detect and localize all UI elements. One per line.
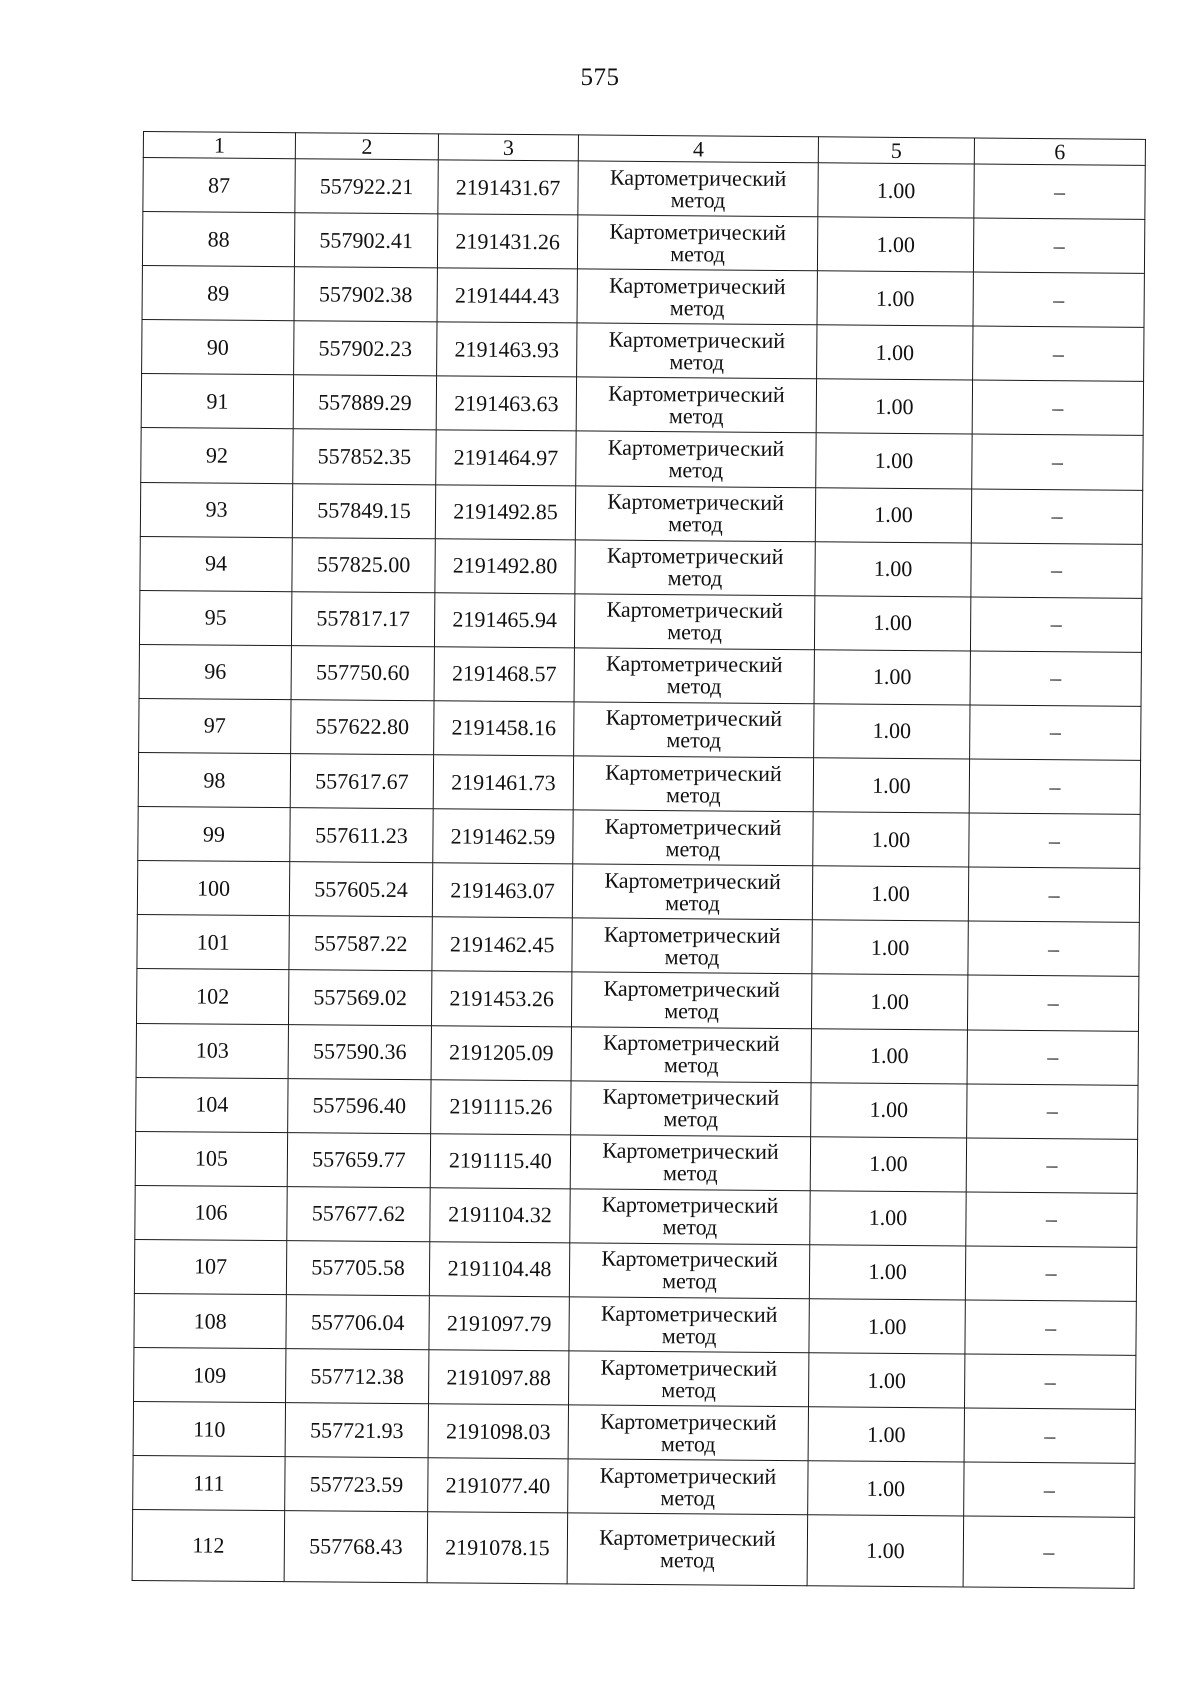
header-col-5: 5 — [818, 137, 974, 164]
note-cell: – — [970, 705, 1141, 760]
y-coordinate-cell: 2191458.16 — [434, 701, 574, 756]
method-cell — [567, 1513, 808, 1586]
method-line-2: метод — [660, 1430, 716, 1457]
note-cell: – — [973, 326, 1144, 381]
method-cell — [578, 161, 818, 217]
method-line-2: метод — [668, 511, 723, 537]
table-row — [134, 1293, 1136, 1355]
y-coordinate-cell: 2191104.32 — [430, 1188, 570, 1243]
header-col-3: 3 — [438, 134, 578, 161]
method-line-1: Картометрический — [608, 272, 786, 299]
table-row — [133, 1402, 1135, 1464]
method-cell — [568, 1459, 808, 1515]
method-line-1: Картометрический — [607, 488, 784, 516]
x-coordinate-cell: 557617.67 — [290, 754, 433, 809]
header-col-6: 6 — [974, 138, 1145, 165]
accuracy-cell: 1.00 — [816, 379, 972, 434]
method-line-1: Картометрический — [605, 651, 783, 678]
x-coordinate-cell: 557705.58 — [286, 1241, 429, 1296]
method-line-2: метод — [661, 1376, 717, 1403]
x-coordinate-cell: 557712.38 — [286, 1349, 429, 1404]
method-cell — [571, 1026, 811, 1082]
accuracy-cell: 1.00 — [818, 163, 974, 218]
method-line-1: Картометрический — [602, 1083, 780, 1111]
header-col-4: 4 — [578, 135, 818, 163]
y-coordinate-cell: 2191468.57 — [434, 647, 574, 702]
note-cell: – — [967, 1084, 1138, 1139]
method-line-2: метод — [670, 240, 725, 267]
y-coordinate-cell: 2191463.07 — [432, 863, 572, 918]
table-row — [137, 861, 1139, 923]
accuracy-cell: 1.00 — [808, 1461, 964, 1516]
method-line-1: Картометрический — [609, 164, 787, 191]
method-line-2: метод — [670, 186, 726, 213]
note-cell: – — [972, 380, 1143, 435]
y-coordinate-cell: 2191444.43 — [437, 268, 577, 323]
y-coordinate-cell: 2191465.94 — [434, 593, 574, 648]
table-row — [135, 1185, 1137, 1247]
method-line-1: Картометрический — [603, 1029, 780, 1057]
method-line-1: Картометрический — [608, 326, 786, 353]
y-coordinate-cell: 2191461.73 — [433, 755, 573, 810]
y-coordinate-cell: 2191104.48 — [429, 1242, 569, 1297]
point-number-cell: 87 — [143, 158, 295, 213]
method-cell — [574, 702, 814, 758]
point-number-cell: 94 — [140, 536, 292, 591]
method-line-2: метод — [667, 565, 723, 591]
method-line-1: Картометрический — [603, 975, 781, 1002]
x-coordinate-cell: 557902.41 — [294, 213, 437, 268]
table-row — [142, 266, 1144, 328]
note-cell: – — [966, 1138, 1137, 1193]
method-line-1: Картометрический — [606, 596, 784, 624]
point-number-cell: 109 — [134, 1348, 286, 1403]
table-row — [140, 536, 1142, 598]
accuracy-cell: 1.00 — [811, 1082, 967, 1137]
accuracy-cell: 1.00 — [811, 974, 967, 1029]
y-coordinate-cell: 2191097.79 — [429, 1296, 569, 1351]
x-coordinate-cell: 557889.29 — [293, 375, 436, 430]
table-row — [142, 212, 1144, 274]
x-coordinate-cell: 557587.22 — [289, 916, 432, 971]
method-line-1: Картометрический — [600, 1300, 778, 1327]
method-line-2: метод — [668, 403, 724, 429]
accuracy-cell: 1.00 — [814, 650, 970, 705]
accuracy-cell: 1.00 — [811, 1028, 967, 1083]
x-coordinate-cell: 557750.60 — [291, 646, 434, 701]
note-cell: – — [967, 975, 1138, 1030]
x-coordinate-cell: 557605.24 — [289, 862, 432, 917]
method-cell — [571, 1080, 811, 1136]
method-cell — [577, 215, 817, 271]
y-coordinate-cell: 2191097.88 — [429, 1350, 569, 1405]
point-number-cell: 95 — [139, 590, 291, 645]
method-line-1: Картометрический — [599, 1462, 777, 1489]
x-coordinate-cell: 557659.77 — [287, 1132, 430, 1187]
point-number-cell: 112 — [132, 1510, 285, 1582]
method-cell — [569, 1297, 809, 1353]
y-coordinate-cell: 2191464.97 — [436, 430, 576, 485]
table-row — [138, 753, 1140, 815]
method-line-2: метод — [664, 998, 719, 1024]
x-coordinate-cell: 557852.35 — [293, 429, 436, 484]
table-row — [140, 482, 1142, 544]
method-line-2: метод — [659, 1547, 715, 1573]
method-line-2: метод — [669, 294, 725, 321]
method-line-1: Картометрический — [608, 380, 785, 407]
point-number-cell: 93 — [140, 482, 292, 537]
method-cell — [574, 648, 814, 704]
x-coordinate-cell: 557825.00 — [292, 537, 435, 592]
note-cell: – — [963, 1516, 1135, 1588]
method-line-2: метод — [666, 673, 722, 699]
header-col-2: 2 — [295, 133, 438, 160]
method-line-1: Картометрический — [599, 1524, 776, 1552]
accuracy-cell: 1.00 — [812, 866, 968, 921]
table-row — [139, 590, 1141, 652]
method-line-2: метод — [664, 943, 720, 970]
point-number-cell: 99 — [138, 807, 290, 862]
method-line-2: метод — [665, 835, 721, 862]
y-coordinate-cell: 2191462.45 — [432, 917, 572, 972]
table-row — [141, 374, 1143, 436]
accuracy-cell: 1.00 — [817, 217, 973, 272]
method-line-2: метод — [665, 889, 720, 916]
point-number-cell: 90 — [142, 320, 294, 375]
method-line-1: Картометрический — [601, 1246, 778, 1273]
y-coordinate-cell: 2191098.03 — [428, 1404, 568, 1459]
point-number-cell: 111 — [133, 1456, 285, 1511]
method-cell — [573, 810, 813, 866]
note-cell: – — [969, 759, 1140, 814]
x-coordinate-cell: 557622.80 — [291, 700, 434, 755]
note-cell: – — [973, 218, 1144, 273]
table-row — [132, 1510, 1135, 1589]
method-cell — [572, 864, 812, 920]
method-cell — [575, 540, 815, 596]
point-number-cell: 104 — [136, 1077, 288, 1132]
method-line-2: метод — [662, 1268, 717, 1294]
method-line-1: Картометрический — [605, 705, 783, 732]
x-coordinate-cell: 557902.38 — [294, 267, 437, 322]
point-number-cell: 91 — [141, 374, 293, 429]
table-row — [139, 644, 1141, 706]
point-number-cell: 100 — [137, 861, 289, 916]
x-coordinate-cell: 557590.36 — [288, 1024, 431, 1079]
table-row — [139, 698, 1141, 760]
x-coordinate-cell: 557817.17 — [291, 591, 434, 646]
table-row — [136, 969, 1138, 1031]
accuracy-cell: 1.00 — [807, 1515, 964, 1587]
x-coordinate-cell: 557922.21 — [295, 159, 438, 214]
method-line-2: метод — [663, 1106, 719, 1132]
method-cell — [575, 485, 815, 541]
note-cell: – — [970, 597, 1141, 652]
note-cell: – — [973, 272, 1144, 327]
accuracy-cell: 1.00 — [809, 1245, 965, 1300]
method-cell — [568, 1405, 808, 1461]
method-line-1: Картометрический — [605, 759, 782, 786]
x-coordinate-cell: 557569.02 — [288, 970, 431, 1025]
coordinates-table — [132, 131, 1146, 1589]
method-cell — [576, 431, 816, 487]
accuracy-cell: 1.00 — [813, 758, 969, 813]
x-coordinate-cell: 557721.93 — [285, 1403, 428, 1458]
method-cell — [577, 323, 817, 379]
method-line-2: метод — [669, 348, 725, 375]
method-line-1: Картометрический — [607, 434, 785, 462]
point-number-cell: 101 — [137, 915, 289, 970]
note-cell: – — [964, 1408, 1135, 1463]
point-number-cell: 108 — [134, 1293, 286, 1348]
table-row — [136, 1077, 1138, 1139]
table-row — [138, 807, 1140, 869]
note-cell: – — [970, 651, 1141, 706]
method-cell — [569, 1351, 809, 1407]
method-cell — [576, 377, 816, 433]
y-coordinate-cell: 2191115.40 — [430, 1133, 570, 1188]
header-col-1: 1 — [143, 132, 295, 159]
note-cell: – — [968, 867, 1139, 922]
method-line-1: Картометрический — [600, 1408, 777, 1435]
y-coordinate-cell: 2191463.93 — [437, 322, 577, 377]
table-row — [137, 915, 1139, 977]
x-coordinate-cell: 557611.23 — [290, 808, 433, 863]
accuracy-cell: 1.00 — [815, 487, 971, 542]
point-number-cell: 92 — [141, 428, 293, 483]
point-number-cell: 89 — [142, 266, 294, 321]
method-line-1: Картометрический — [600, 1354, 778, 1381]
point-number-cell: 88 — [142, 212, 294, 267]
point-number-cell: 103 — [136, 1023, 288, 1078]
y-coordinate-cell: 2191462.59 — [433, 809, 573, 864]
y-coordinate-cell: 2191431.67 — [438, 160, 578, 215]
method-line-1: Картометрический — [606, 542, 784, 570]
method-line-1: Картометрический — [602, 1137, 779, 1165]
accuracy-cell: 1.00 — [808, 1407, 964, 1462]
y-coordinate-cell: 2191115.26 — [431, 1079, 571, 1134]
table-row — [142, 320, 1144, 382]
method-cell — [572, 918, 812, 974]
accuracy-cell: 1.00 — [814, 596, 970, 651]
note-cell: – — [968, 921, 1139, 976]
y-coordinate-cell: 2191492.80 — [435, 538, 575, 593]
accuracy-cell: 1.00 — [813, 812, 969, 867]
x-coordinate-cell: 557902.23 — [294, 321, 437, 376]
table-row — [134, 1348, 1136, 1410]
point-number-cell: 110 — [133, 1402, 285, 1457]
method-line-1: Картометрический — [604, 867, 781, 894]
method-line-1: Картометрический — [603, 921, 781, 948]
method-cell — [570, 1135, 810, 1191]
y-coordinate-cell: 2191453.26 — [431, 971, 571, 1026]
accuracy-cell: 1.00 — [817, 271, 973, 326]
y-coordinate-cell: 2191492.85 — [435, 484, 575, 539]
table-row — [133, 1456, 1135, 1518]
x-coordinate-cell: 557677.62 — [287, 1186, 430, 1241]
note-cell: – — [972, 434, 1143, 489]
table-row — [136, 1023, 1138, 1085]
method-line-2: метод — [662, 1214, 718, 1240]
note-cell: – — [965, 1300, 1136, 1355]
y-coordinate-cell: 2191431.26 — [437, 214, 577, 269]
method-line-2: метод — [661, 1322, 717, 1349]
accuracy-cell: 1.00 — [817, 325, 973, 380]
x-coordinate-cell: 557849.15 — [292, 483, 435, 538]
accuracy-cell: 1.00 — [815, 541, 971, 596]
y-coordinate-cell: 2191078.15 — [427, 1512, 568, 1584]
method-line-1: Картометрический — [609, 218, 787, 245]
y-coordinate-cell: 2191077.40 — [428, 1458, 568, 1513]
note-cell: – — [974, 164, 1145, 219]
point-number-cell: 97 — [139, 698, 291, 753]
method-line-2: метод — [663, 1052, 719, 1078]
table-row — [134, 1239, 1136, 1301]
point-number-cell: 102 — [136, 969, 288, 1024]
method-line-2: метод — [668, 457, 724, 483]
note-cell: – — [965, 1246, 1136, 1301]
accuracy-cell: 1.00 — [810, 1136, 966, 1191]
note-cell: – — [971, 543, 1142, 598]
accuracy-cell: 1.00 — [810, 1191, 966, 1246]
method-line-1: Картометрический — [604, 813, 782, 840]
method-line-2: метод — [666, 727, 722, 754]
note-cell: – — [964, 1462, 1135, 1517]
x-coordinate-cell: 557596.40 — [288, 1078, 431, 1133]
accuracy-cell: 1.00 — [808, 1353, 964, 1408]
y-coordinate-cell: 2191463.63 — [436, 376, 576, 431]
note-cell: – — [964, 1354, 1135, 1409]
method-cell — [570, 1189, 810, 1245]
note-cell: – — [967, 1030, 1138, 1085]
table-row — [135, 1131, 1137, 1193]
method-cell — [569, 1243, 809, 1299]
method-line-2: метод — [665, 781, 721, 808]
point-number-cell: 106 — [135, 1185, 287, 1240]
method-cell — [571, 972, 811, 1028]
point-number-cell: 98 — [138, 753, 290, 808]
note-cell: – — [971, 489, 1142, 544]
accuracy-cell: 1.00 — [816, 433, 972, 488]
x-coordinate-cell: 557706.04 — [286, 1295, 429, 1350]
method-line-2: метод — [660, 1484, 716, 1511]
point-number-cell: 107 — [134, 1239, 286, 1294]
point-number-cell: 105 — [135, 1131, 287, 1186]
note-cell: – — [966, 1192, 1137, 1247]
table-row — [143, 158, 1145, 220]
method-line-2: метод — [662, 1160, 718, 1186]
method-line-1: Картометрический — [601, 1191, 779, 1219]
method-cell — [573, 756, 813, 812]
method-cell — [577, 269, 817, 325]
accuracy-cell: 1.00 — [814, 704, 970, 759]
table-body — [132, 158, 1145, 1589]
x-coordinate-cell: 557768.43 — [284, 1511, 428, 1583]
method-line-2: метод — [667, 619, 722, 645]
method-cell — [574, 594, 814, 650]
point-number-cell: 96 — [139, 644, 291, 699]
y-coordinate-cell: 2191205.09 — [431, 1025, 571, 1080]
x-coordinate-cell: 557723.59 — [285, 1457, 428, 1512]
page-number: 575 — [580, 64, 620, 91]
accuracy-cell: 1.00 — [809, 1299, 965, 1354]
table-row — [141, 428, 1143, 490]
note-cell: – — [969, 813, 1140, 868]
accuracy-cell: 1.00 — [812, 920, 968, 975]
